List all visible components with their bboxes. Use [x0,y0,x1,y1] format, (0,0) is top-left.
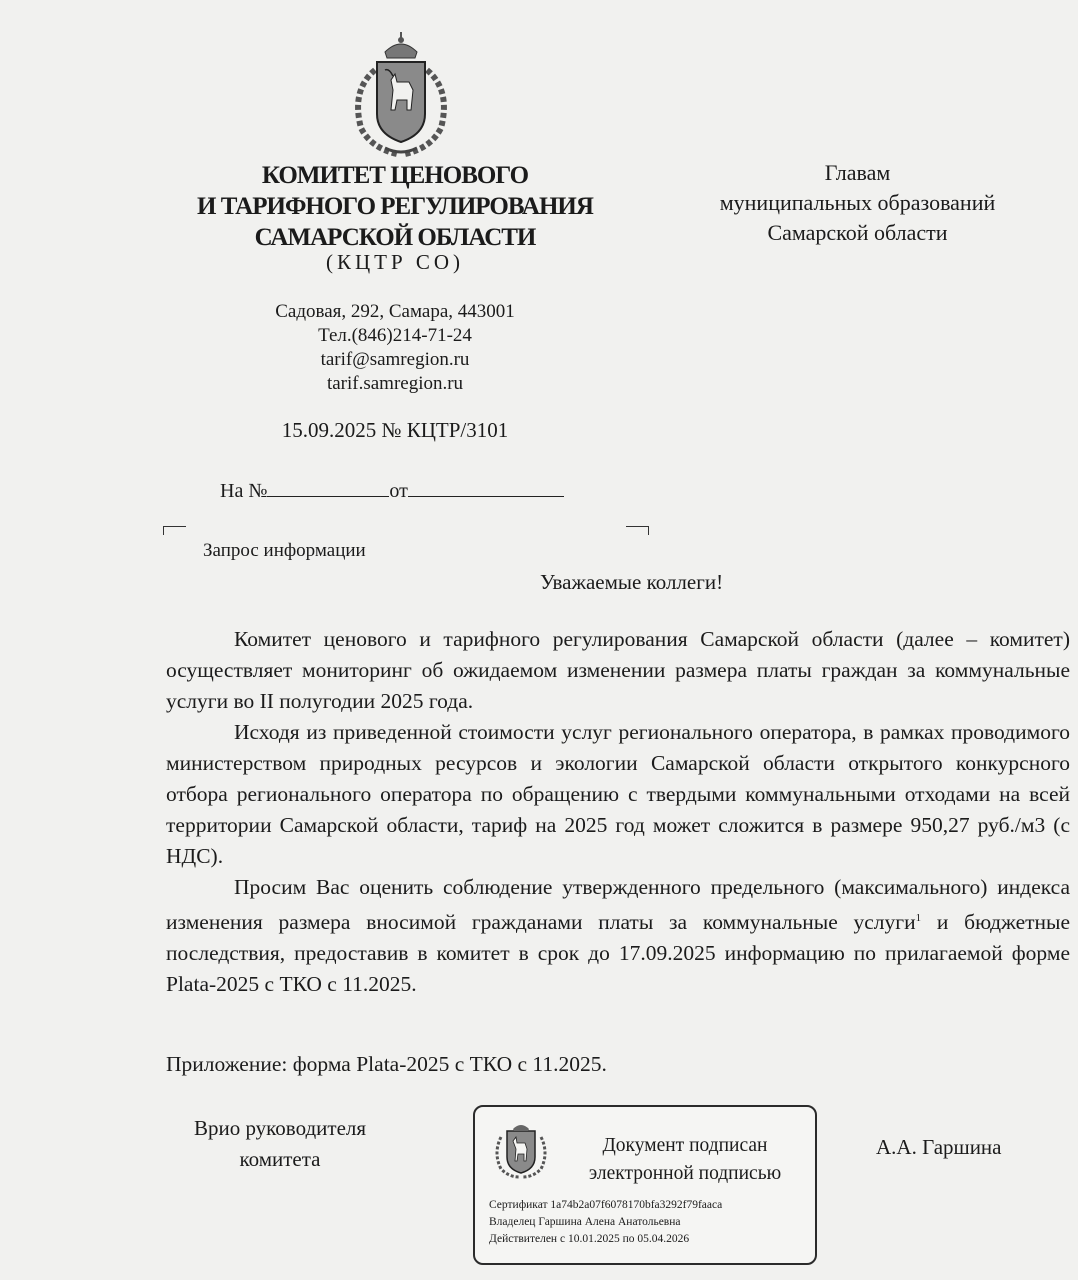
reference-number-blank [267,478,389,497]
website: tarif.samregion.ru [326,373,464,394]
signer-name: А.А. Гаршина [876,1135,1002,1159]
body-paragraph-3 [166,872,1070,1000]
organization-name-line-2: И ТАРИФНОГО РЕГУЛИРОВАНИЯ [197,193,593,220]
organization-name [170,160,620,253]
registration-number: 15.09.2025 № КЦТР/3101 [281,418,509,442]
signer-position-line-2: комитета [239,1147,321,1171]
addressee-line-3: Самарской области [767,220,948,245]
organization-name-line-1: КОМИТЕТ ЦЕНОВОГО [261,162,529,189]
letter-body [166,624,1070,1000]
reference-from: от [389,480,408,502]
corner-mark-left [163,526,186,535]
attachment-line: Приложение: форма Plata-2025 с ТКО с 11.2025. [166,1052,607,1076]
footnote-mark: 1 [915,912,922,924]
coat-of-arms-icon [345,30,457,158]
stamp-owner: Владелец Гаршина Алена Анатольевна [489,1216,681,1228]
stamp-coat-of-arms-icon [491,1123,551,1179]
contact-block [170,300,620,396]
email: tarif@samregion.ru [320,349,470,370]
reference-line [220,478,564,503]
addressee-line-2: муниципальных образований [719,190,996,215]
stamp-validity: Действителен с 10.01.2025 по 05.04.2026 [489,1233,690,1245]
reference-date-blank [408,478,564,497]
addressee-block [665,158,1050,248]
signer-position-line-1: Врио руководителя [193,1116,367,1140]
phone: Тел.(846)214-71-24 [318,325,472,346]
stamp-details [489,1197,722,1248]
electronic-signature-stamp [473,1105,817,1265]
stamp-title-line-2: электронной подписью [588,1163,782,1184]
subject: Запрос информации [203,540,366,561]
addressee-line-1: Главам [824,160,891,185]
signer-position [160,1113,400,1175]
organization-name-line-3: САМАРСКОЙ ОБЛАСТИ [254,224,536,251]
address: Садовая, 292, Самара, 443001 [275,301,515,322]
body-paragraph-1: Комитет ценового и тарифного регулирования Самарской области (далее – комитет) осуществляет мониторинг об ожидаемом изменении размера платы граждан за коммунальные услуги во II полугодии 2025 года. [166,627,1070,713]
body-paragraph-3-part-2: и бюджетные последствия, предоставив в комитет в срок до 17.09.2025 информацию по прилагаемой форме Plata-2025 с ТКО с 11.2025. [166,910,1071,997]
stamp-certificate: Сертификат 1a74b2a07f6078170bfa3292f79faaca [489,1199,723,1211]
corner-mark-right [626,526,649,535]
body-paragraph-2: Исходя из приведенной стоимости услуг регионального оператора, в рамках проводимого министерством природных ресурсов и экологии Самарской области открытого конкурсного отбора регионального оператора по обращению с твердыми коммунальными отходами на всей территории Самарской области, тариф на 2025 год может сложится в размере 950,27 руб./м3 (с НДС). [166,720,1070,868]
greeting: Уважаемые коллеги! [540,570,724,594]
body-paragraph-3-part-1: Просим Вас оценить соблюдение утвержденного предельного (максимального) индекса изменения размера вносимой гражданами платы за коммунальные услуги [166,875,1070,935]
stamp-title [570,1132,800,1188]
organization-abbreviation: (КЦТР СО) [325,250,465,274]
stamp-title-line-1: Документ подписан [602,1135,768,1156]
reference-prefix: На № [220,480,268,502]
